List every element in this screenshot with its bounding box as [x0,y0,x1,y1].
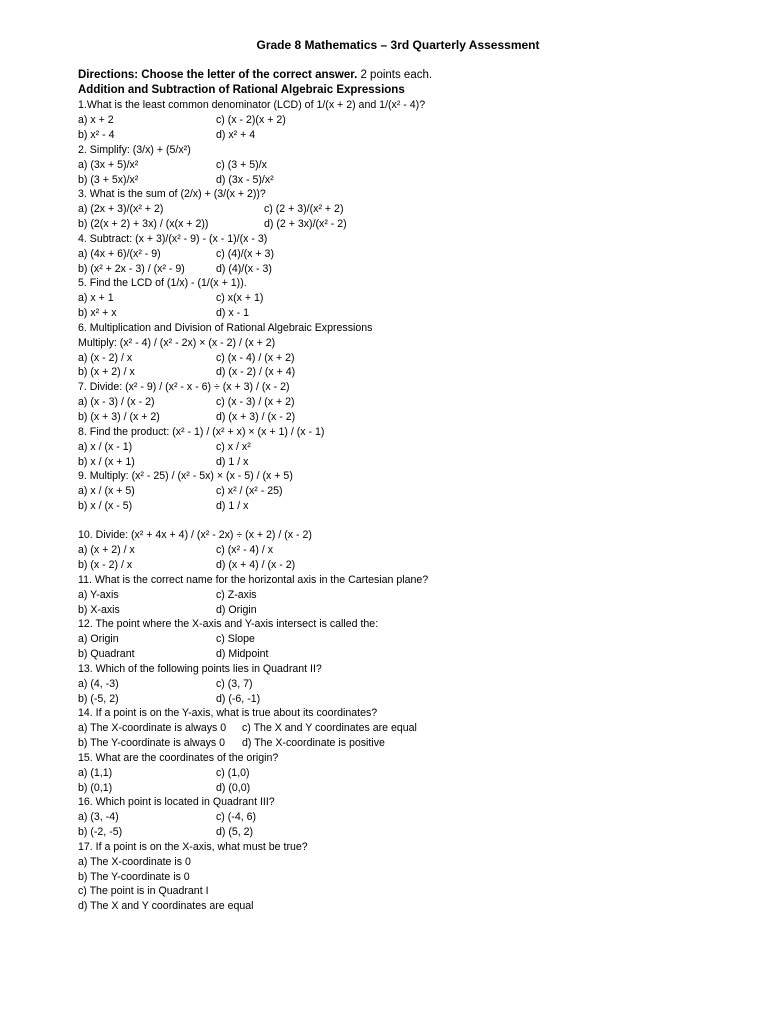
option-a: a) (3, -4) [78,810,119,823]
option-c: c) The X and Y coordinates are equal [242,721,417,734]
option-a: a) (4, -3) [78,677,119,690]
option-b: b) x / (x + 1) [78,455,135,468]
option-d: d) The X and Y coordinates are equal [78,900,254,913]
question-stem: 11. What is the correct name for the horizontal axis in the Cartesian plane? [78,574,429,586]
option-d: d) (4)/(x - 3) [216,262,272,275]
option-d: d) (0,0) [216,781,251,794]
option-b: b) Quadrant [78,647,135,660]
option-c: c) (x - 4) / (x + 2) [216,351,295,364]
question-stem: 14. If a point is on the Y-axis, what is true about its coordinates? [78,707,378,719]
option-b: b) (3 + 5x)/x² [78,173,139,186]
question-stem: 1.What is the least common denominator (LCD) of 1/(x + 2) and 1/(x² - 4)? [78,99,426,111]
option-b: b) (x + 3) / (x + 2) [78,410,160,423]
question-stem: 17. If a point is on the X-axis, what must be true? [78,841,308,853]
question-stem: 13. Which of the following points lies in Quadrant II? [78,663,322,675]
option-c: c) (x² - 4) / x [216,543,274,556]
option-a: a) x / (x + 5) [78,484,135,497]
question-stem: 9. Multiply: (x² - 25) / (x² - 5x) × (x - 5) / (x + 5) [78,470,293,482]
option-b: b) X-axis [78,603,120,616]
option-c: c) x / x² [216,440,251,453]
option-a: a) (x - 2) / x [78,351,133,364]
option-d: d) (-6, -1) [216,692,261,705]
question-stem: 2. Simplify: (3/x) + (5/x²) [78,144,191,156]
option-a: a) (3x + 5)/x² [78,158,139,171]
option-b: b) (0,1) [78,781,113,794]
question-stem: 4. Subtract: (x + 3)/(x² - 9) - (x - 1)/(x - 3) [78,233,268,245]
option-c: c) (x - 3) / (x + 2) [216,395,295,408]
option-d: d) (x + 4) / (x - 2) [216,558,296,571]
option-b: b) (x² + 2x - 3) / (x² - 9) [78,262,185,275]
option-d: d) 1 / x [216,499,249,512]
option-c: c) Slope [216,632,255,645]
option-a: a) Y-axis [78,588,119,601]
option-c: c) (-4, 6) [216,810,257,823]
option-d: d) Midpoint [216,647,269,660]
option-b: b) (2(x + 2) + 3x) / (x(x + 2)) [78,217,209,230]
option-b: b) (x + 2) / x [78,366,135,379]
option-a: a) x + 1 [78,291,114,304]
question-stem-line-2: Multiply: (x² - 4) / (x² - 2x) × (x - 2) / (x + 2) [78,336,276,349]
option-b: b) The Y-coordinate is 0 [78,870,190,883]
directions [78,68,432,82]
option-a: a) The X-coordinate is 0 [78,855,191,868]
question-stem: 16. Which point is located in Quadrant III? [78,796,275,808]
option-c: c) x² / (x² - 25) [216,484,283,497]
option-a: a) Origin [78,632,119,645]
option-d: d) (5, 2) [216,825,254,838]
option-d: d) Origin [216,603,257,616]
option-b: b) x² + x [78,306,117,319]
option-a: a) x + 2 [78,113,114,126]
question-stem: 8. Find the product: (x² - 1) / (x² + x) × (x + 1) / (x - 1) [78,426,325,438]
option-a: a) (x - 3) / (x - 2) [78,395,155,408]
option-d: d) x - 1 [216,306,249,319]
section-heading: Addition and Subtraction of Rational Algebraic Expressions [78,84,405,96]
directions-points: 2 points each. [357,69,433,81]
option-c: c) (1,0) [216,766,250,779]
question-stem: 7. Divide: (x² - 9) / (x² - x - 6) ÷ (x + 3) / (x - 2) [78,381,290,393]
document-title: Grade 8 Mathematics – 3rd Quarterly Assessment [256,38,540,52]
option-c: c) (3 + 5)/x [216,158,267,171]
option-d: d) (3x - 5)/x² [216,173,274,186]
question-stem: 3. What is the sum of (2/x) + (3/(x + 2))? [78,188,266,200]
option-b: b) x / (x - 5) [78,499,133,512]
option-b: b) (-2, -5) [78,825,123,838]
option-b: b) (-5, 2) [78,692,119,705]
question-stem: 10. Divide: (x² + 4x + 4) / (x² - 2x) ÷ (x + 2) / (x - 2) [78,529,312,541]
question-stem: 15. What are the coordinates of the origin? [78,752,279,764]
option-d: d) The X-coordinate is positive [242,736,385,749]
option-a: a) The X-coordinate is always 0 [78,721,227,734]
option-a: a) (2x + 3)/(x² + 2) [78,202,164,215]
question-stem: 12. The point where the X-axis and Y-axis intersect is called the: [78,618,379,630]
option-d: d) (x + 3) / (x - 2) [216,410,296,423]
option-c: c) (3, 7) [216,677,253,690]
option-c: c) x(x + 1) [216,291,264,304]
option-d: d) 1 / x [216,455,249,468]
option-d: d) (x - 2) / (x + 4) [216,366,296,379]
question-stem: 6. Multiplication and Division of Rational Algebraic Expressions [78,322,373,334]
option-a: a) (x + 2) / x [78,543,135,556]
option-a: a) (1,1) [78,766,113,779]
option-d: d) (2 + 3x)/(x² - 2) [264,217,347,230]
option-b: b) (x - 2) / x [78,558,133,571]
option-c: c) Z-axis [216,588,257,601]
option-a: a) x / (x - 1) [78,440,133,453]
option-b: b) The Y-coordinate is always 0 [78,736,226,749]
option-c: c) (x - 2)(x + 2) [216,113,286,126]
option-c: c) (2 + 3)/(x² + 2) [264,202,344,215]
option-d: d) x² + 4 [216,128,256,141]
option-c: c) The point is in Quadrant I [78,885,209,898]
question-stem: 5. Find the LCD of (1/x) - (1/(x + 1)). [78,277,247,289]
directions-label: Directions: Choose the letter of the correct answer. [78,69,358,81]
option-c: c) (4)/(x + 3) [216,247,274,260]
option-a: a) (4x + 6)/(x² - 9) [78,247,161,260]
option-b: b) x² - 4 [78,128,115,141]
